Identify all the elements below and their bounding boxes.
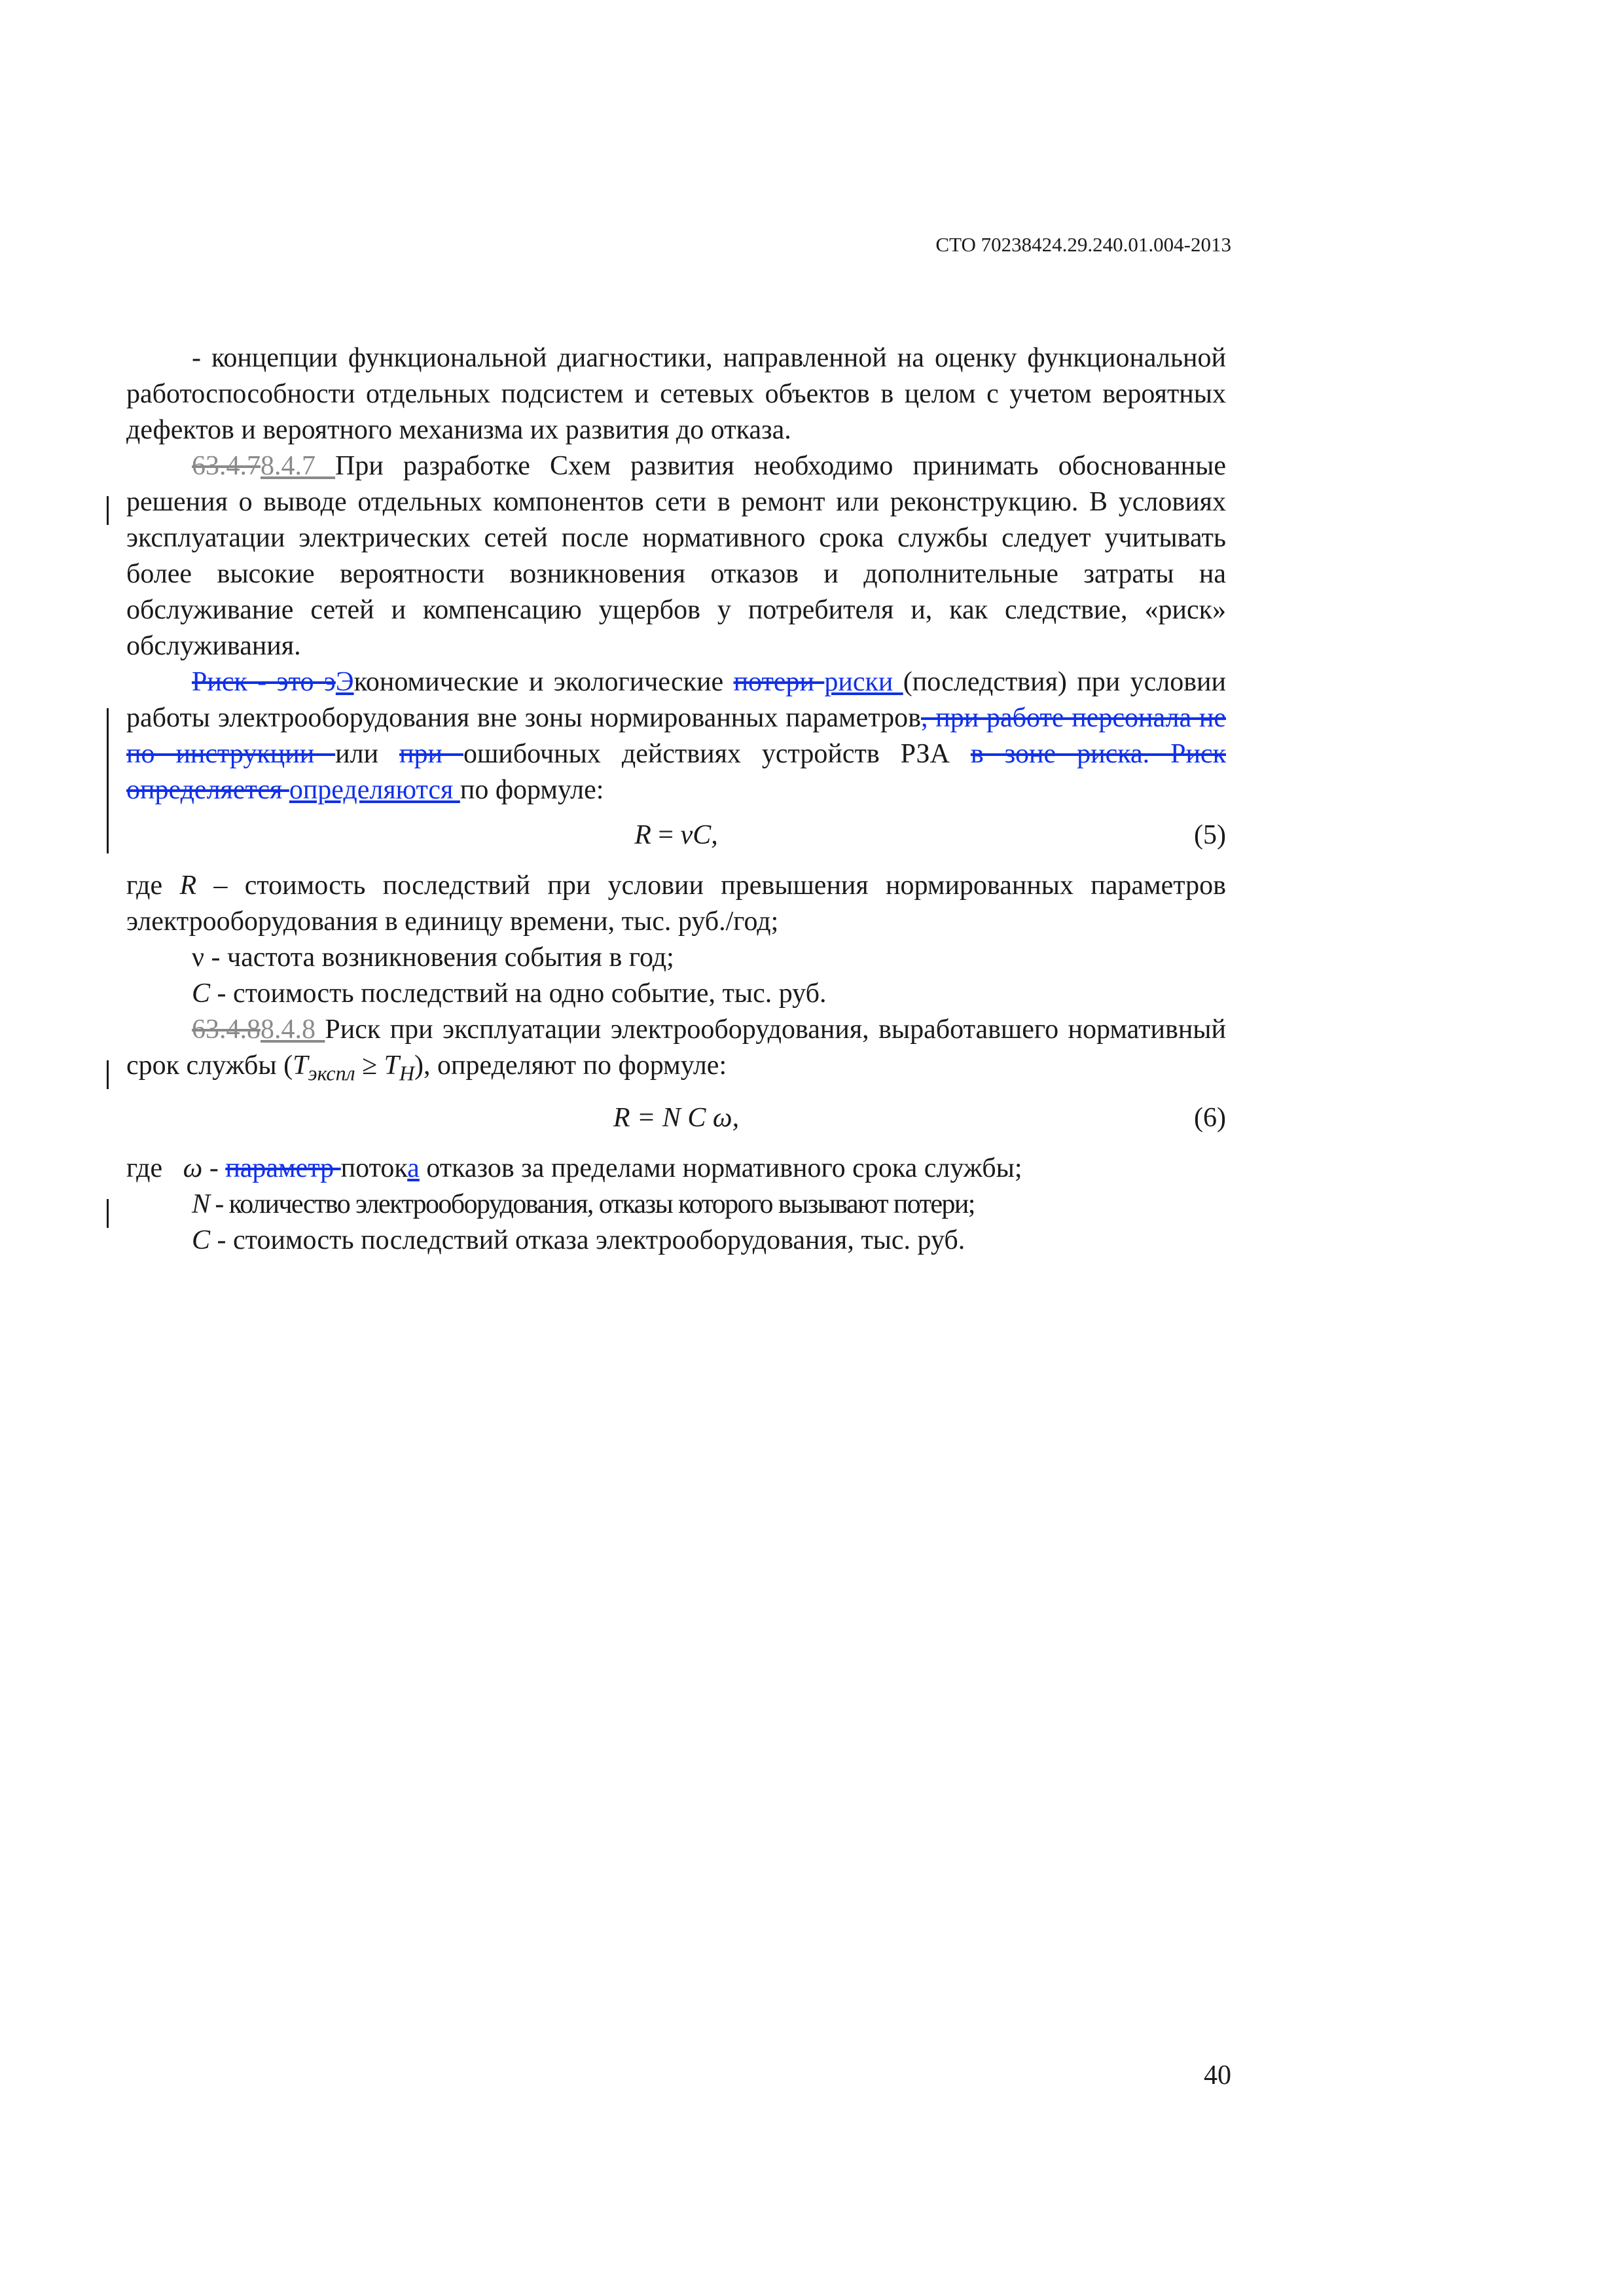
formula-expression: R = N C ω,	[613, 1103, 740, 1134]
where-clause-n: N - количество электрооборудования, отказы которого вызывают потери;	[192, 1189, 975, 1220]
formula-expression: R = νC,	[634, 820, 718, 850]
change-bar	[107, 496, 109, 525]
paragraph-text: - концепции функциональной диагностики, направленной на оценку функциональной работоспособности отдельных подсистем и сетевых объектов в целом с учетом вероятных дефектов и вероятного механизма их развития до отказа.	[126, 343, 1226, 445]
variable-c: C	[192, 1225, 211, 1256]
paragraph-text: (последствия) при условии работы электрооборудования вне зоны нормированных параметров	[126, 667, 1227, 733]
where-clause-c2: C - стоимость последствий отказа электрооборудования, тыс. руб.	[192, 1225, 965, 1256]
document-code: СТО 70238424.29.240.01.004-2013	[935, 233, 1231, 256]
paragraph-text: ошибочных действиях устройств РЗА	[463, 739, 971, 769]
section-number: 8.4.8	[261, 1014, 325, 1045]
page-number: 40	[1204, 2060, 1231, 2090]
deleted-text: потери	[733, 667, 825, 697]
variable-omega: ω	[183, 1153, 203, 1184]
inserted-text: а	[407, 1153, 420, 1184]
variable-t-expl: T	[293, 1050, 308, 1081]
paragraph-risk-definition	[126, 664, 1226, 808]
paragraph-diagnostics-concept	[126, 340, 1226, 448]
equation-number: (5)	[1194, 820, 1226, 850]
paragraph-text: или	[335, 739, 400, 769]
variable-c: C	[192, 978, 211, 1009]
formula-5	[126, 817, 1226, 853]
where-clause-r: где R – стоимость последствий при условии превышения нормированных параметров электрооборудования в единицу времени, тыс. руб./год;	[126, 870, 1226, 937]
variable-n: N	[192, 1189, 209, 1220]
where-clause-c: C - стоимость последствий на одно событие, тыс. руб.	[192, 978, 827, 1009]
deleted-text: при	[399, 739, 463, 769]
variable-nu: ν	[192, 942, 204, 973]
inserted-text: риски	[824, 667, 903, 697]
deleted-section-number: 63.4.8	[192, 1014, 261, 1045]
deleted-text: в зоне риска. Риск	[970, 739, 1226, 769]
where-clause-omega: где ω - параметр потока отказов за пределами нормативного срока службы;	[126, 1153, 1022, 1184]
paragraph-text: кономические и экологические	[353, 667, 734, 697]
inserted-text: Э	[335, 667, 354, 697]
deleted-text: Риск - это э	[192, 667, 336, 697]
paragraph-8-4-8: 63.4.88.4.8 Риск при эксплуатации электрооборудования, выработавшего нормативный срок службы $(T_{экспл} \ge T_Н)$, определяют по формуле:	[126, 1014, 1226, 1085]
section-number: 8.4.7	[261, 451, 336, 481]
formula-6	[126, 1100, 1226, 1136]
where-clause-nu: ν - частота возникновения события в год;	[192, 942, 674, 973]
change-bar	[107, 1199, 109, 1228]
deleted-text: , при работе персонала не по инструкции	[126, 703, 1227, 769]
document-body	[126, 340, 1226, 1259]
variable-r: R	[179, 870, 197, 901]
paragraph-8-4-7	[126, 448, 1226, 664]
deleted-text: параметр	[225, 1153, 341, 1184]
variable-t-n: T	[384, 1050, 399, 1081]
change-bar	[107, 1060, 109, 1089]
inserted-text: определяются	[289, 775, 460, 805]
paragraph-text: При разработке Схем развития необходимо принимать обоснованные решения о выводе отдельных компонентов сети в ремонт или реконструкцию. В условиях эксплуатации электрических сетей после нормативного срока службы следует учитывать более высокие вероятности возникновения отказов и дополнительные затраты на обслуживание сетей и компенсацию ущербов у потребителя и, как следствие, «риск» обслуживания.	[126, 451, 1227, 661]
change-bar	[107, 708, 109, 853]
deleted-text: определяется	[126, 775, 289, 805]
deleted-section-number: 63.4.7	[192, 451, 261, 481]
equation-number: (6)	[1194, 1103, 1226, 1134]
paragraph-text: по формуле:	[460, 775, 604, 805]
